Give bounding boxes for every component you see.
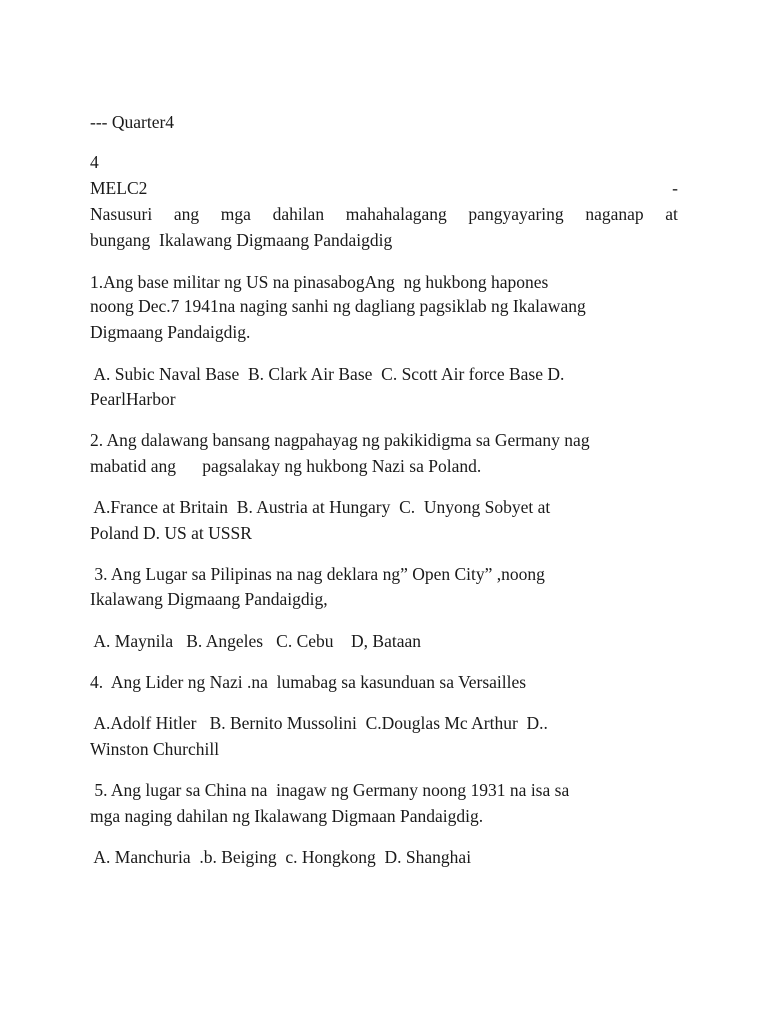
- question-1-choices: A. Subic Naval Base B. Clark Air Base C. Scott Air force Base D.: [90, 364, 565, 384]
- question-3-line: Ikalawang Digmaang Pandaigdig,: [90, 589, 328, 609]
- question-4-line: 4. Ang Lider ng Nazi .na lumabag sa kasunduan sa Versailles: [90, 672, 527, 692]
- question-5-line: mga naging dahilan ng Ikalawang Digmaan Pandaigdig.: [90, 806, 484, 826]
- quarter-number: 4: [90, 152, 99, 172]
- melc-word: at: [665, 204, 678, 224]
- melc-word: naganap: [585, 204, 644, 224]
- quarter-heading: --- Quarter4: [90, 112, 175, 132]
- question-3-choices: A. Maynila B. Angeles C. Cebu D, Bataan: [90, 631, 422, 651]
- question-3-line: 3. Ang Lugar sa Pilipinas na nag deklara ng” Open City” ,noong: [90, 564, 545, 584]
- melc-description-line-2: bungang Ikalawang Digmaang Pandaigdig: [90, 230, 393, 250]
- melc-word: mga: [220, 204, 251, 224]
- question-2-line: 2. Ang dalawang bansang nagpahayag ng pakikidigma sa Germany nag: [90, 430, 590, 450]
- melc-word: dahilan: [272, 204, 325, 224]
- question-4-choices: Winston Churchill: [90, 739, 220, 759]
- question-1-choices: PearlHarbor: [90, 389, 176, 409]
- melc-code: MELC2: [90, 178, 148, 198]
- question-4-choices: A.Adolf Hitler B. Bernito Mussolini C.Douglas Mc Arthur D..: [90, 713, 548, 733]
- question-1-line: 1.Ang base militar ng US na pinasabogAng ng hukbong hapones: [90, 272, 549, 292]
- melc-word: ang: [173, 204, 200, 224]
- melc-code-line: [90, 180, 678, 198]
- melc-word: mahahalagang: [345, 204, 447, 224]
- melc-dash: -: [672, 178, 678, 198]
- melc-description-line-1: [90, 206, 678, 224]
- question-2-line: mabatid ang pagsalakay ng hukbong Nazi sa Poland.: [90, 456, 482, 476]
- question-2-choices: Poland D. US at USSR: [90, 523, 252, 543]
- question-5-choices: A. Manchuria .b. Beiging c. Hongkong D. Shanghai: [90, 847, 472, 867]
- question-1-line: Digmaang Pandaigdig.: [90, 322, 251, 342]
- question-2-choices: A.France at Britain B. Austria at Hungary C. Unyong Sobyet at: [90, 497, 551, 517]
- question-5-line: 5. Ang lugar sa China na inagaw ng Germany noong 1931 na isa sa: [90, 780, 570, 800]
- question-1-line: noong Dec.7 1941na naging sanhi ng dagliang pagsiklab ng Ikalawang: [90, 296, 586, 316]
- melc-word: pangyayaring: [468, 204, 564, 224]
- melc-word: Nasusuri: [90, 204, 153, 224]
